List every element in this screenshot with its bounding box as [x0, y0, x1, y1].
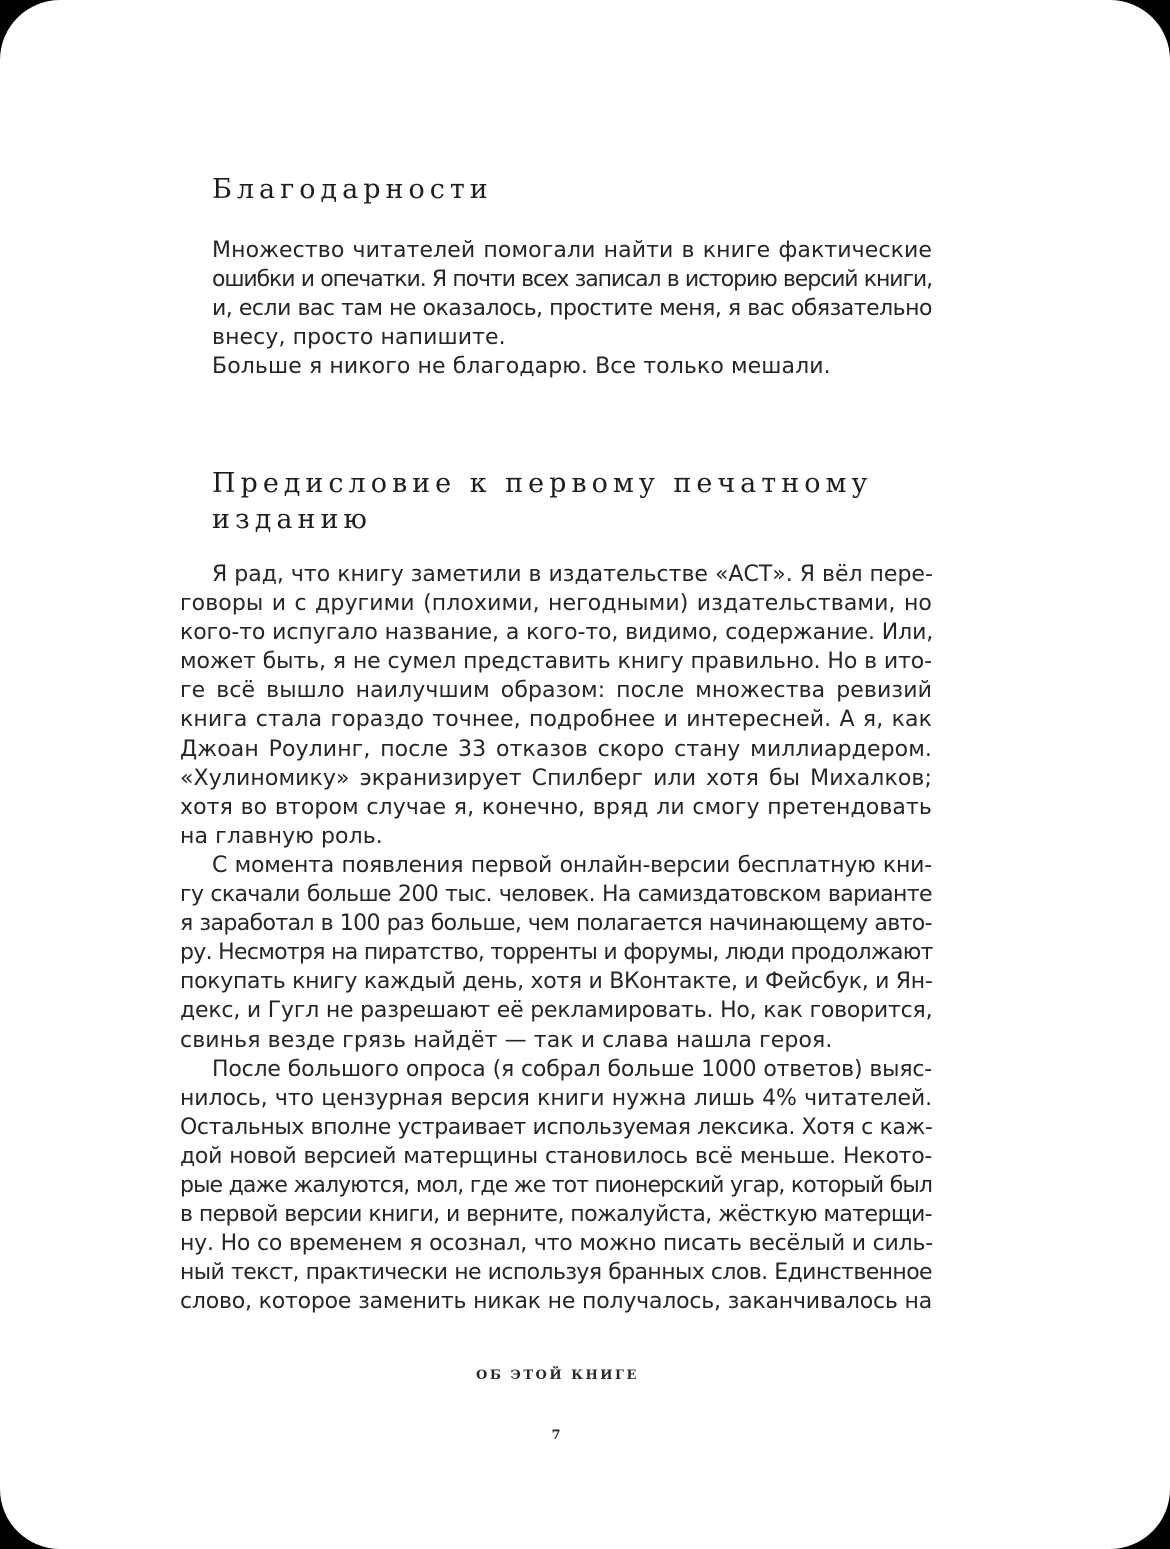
- text-line: нилось, что цензурная версия книги нужна лишь 4% читателей.: [180, 1085, 932, 1111]
- text-line: Остальных вполне устраивает используемая лексика. Хотя с каж-: [180, 1114, 933, 1140]
- text-line: говоры и с другими (плохими, негодными) издательствами, но: [180, 591, 932, 617]
- text-line: ге всё вышло наилучшим образом: после множества ревизий: [180, 678, 932, 704]
- section-heading-acknowledgements: Благодарности: [212, 174, 493, 205]
- text-line: декс, и Гугл не разрешают её рекламировать. Но, как говорится,: [180, 998, 933, 1024]
- text-line: слово, которое заменить никак не получалось, заканчивалось на: [180, 1289, 932, 1315]
- text-line: С момента появления первой онлайн-версии бесплатную кни-: [212, 852, 932, 878]
- text-line: кого-то испугало название, а кого-то, видимо, содержание. Или,: [180, 620, 934, 646]
- text-line: свинья везде грязь найдёт — так и слава нашла героя.: [180, 1027, 833, 1053]
- heading-line: Предисловие к первому печатному: [212, 468, 873, 499]
- text-line: Множество читателей помогали найти в книге фактические: [212, 238, 932, 263]
- text-line: гу скачали больше 200 тыс. человек. На самиздатовском варианте: [180, 882, 932, 908]
- acknowledgements-text: [212, 236, 932, 381]
- running-title: ОБ ЭТОЙ КНИГЕ: [476, 1368, 639, 1383]
- text-line: «Хулиномику» экранизирует Спилберг или хотя бы Михалков;: [180, 765, 932, 791]
- text-line: ный текст, практически не используя бранных слов. Единственное: [180, 1260, 932, 1286]
- text-line: Я рад, что книгу заметили в издательстве «АСТ». Я вёл пере-: [212, 562, 933, 587]
- text-line: ну. Но со временем я осознал, что можно писать весёлый и силь-: [180, 1231, 934, 1257]
- text-line: книга стала гораздо точнее, подробнее и интересней. А я, как: [180, 707, 932, 733]
- text-line: После большого опроса (я собрал больше 1000 ответов) выяс-: [212, 1056, 932, 1082]
- preface-text: [180, 560, 932, 1316]
- section-heading-preface: [212, 466, 912, 538]
- text-line: ру. Несмотря на пиратство, торренты и форумы, люди продолжают: [180, 940, 933, 966]
- text-line: покупать книгу каждый день, хотя и ВКонтакте, и Фейсбук, и Ян-: [180, 969, 933, 995]
- text-line: рые даже жалуются, мол, где же тот пионерский угар, который был: [180, 1172, 932, 1198]
- text-line: в первой версии книги, и верните, пожалуйста, жёсткую матерщи-: [180, 1202, 932, 1228]
- text-line: внесу, просто напишите.: [212, 325, 506, 351]
- text-line: на главную роль.: [180, 823, 383, 849]
- heading-line: изданию: [212, 504, 372, 535]
- text-line: хотя во втором случае я, конечно, вряд ли смогу претендовать: [180, 794, 932, 820]
- text-line: я заработал в 100 раз больше, чем полагается начинающему авто-: [180, 911, 932, 937]
- text-line: дой новой версией матерщины становилось всё меньше. Некото-: [180, 1143, 932, 1169]
- text-line: и, если вас там не оказалось, простите меня, я вас обязательно: [212, 296, 932, 322]
- text-line: Джоан Роулинг, после 33 отказов скоро стану миллиардером.: [180, 736, 932, 762]
- page-number: 7: [551, 1428, 561, 1443]
- text-line: Больше я никого не благодарю. Все только мешали.: [212, 354, 831, 380]
- text-line: может быть, я не сумел представить книгу правильно. Но в ито-: [180, 649, 932, 675]
- text-line: ошибки и опечатки. Я почти всех записал в историю версий книги,: [212, 267, 932, 293]
